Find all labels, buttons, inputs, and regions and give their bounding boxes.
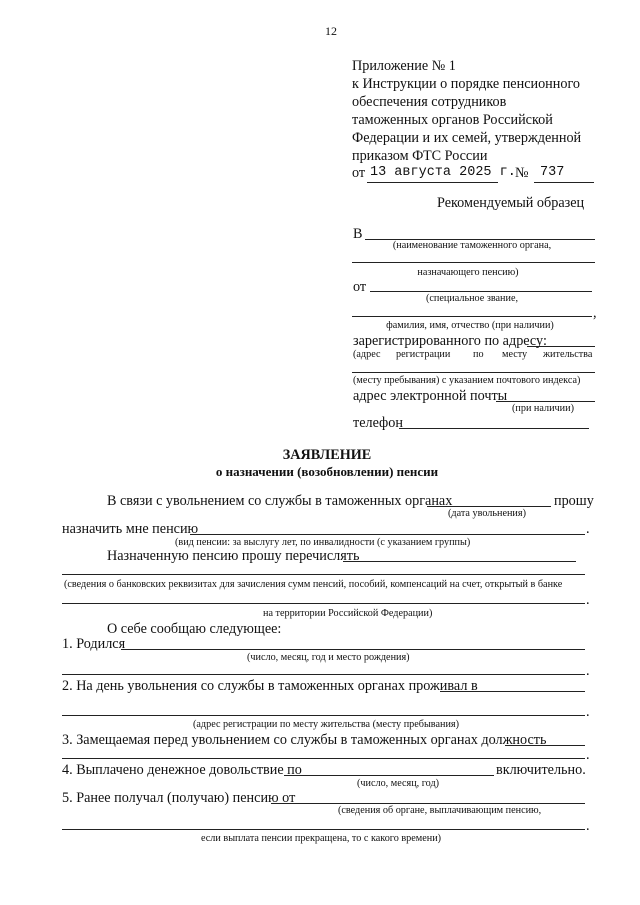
hint-name: фамилия, имя, отчество (при наличии) — [386, 320, 554, 331]
residence-line-2 — [62, 715, 585, 716]
bank-line-2 — [62, 603, 585, 604]
hint-dismissal: (дата увольнения) — [448, 508, 526, 519]
birth-line — [121, 649, 585, 650]
hint-birth: (число, месяц, год и место рождения) — [247, 652, 410, 663]
item4-end: включительно. — [496, 762, 586, 778]
about-self: О себе сообщаю следующее: — [107, 621, 282, 637]
hint-stop: если выплата пенсии прекращена, то с какого времени) — [201, 833, 442, 844]
from-prefix: от — [353, 279, 367, 295]
hint-organ: (сведения об органе, выплачивающим пенсию, — [338, 805, 542, 816]
registered-label: зарегистрированного по адресу: — [353, 333, 547, 349]
transfer-line — [343, 561, 576, 562]
phone-label: телефон — [353, 415, 403, 431]
birth-line-2 — [62, 674, 585, 675]
hint-bank: (сведения о банковских реквизитах для зачисления сумм пенсий, пособий, компенсаций на счет, открытый в банке — [64, 579, 563, 590]
hint-addr-2: регистрации — [396, 349, 451, 360]
hint-addr-5: жительства — [543, 349, 593, 360]
document-title: ЗАЯВЛЕНИЕ — [282, 447, 372, 463]
page-number: 12 — [325, 24, 337, 38]
name-comma: , — [593, 305, 597, 321]
p2-dot: . — [586, 592, 590, 608]
position-line-2 — [62, 758, 585, 759]
item-3: 3. Замещаемая перед увольнением со службы в таможенных органах должность — [62, 732, 547, 748]
hint-addr-line-2: (месту пребывания) с указанием почтового индекса) — [353, 375, 581, 386]
appendix-title: Приложение № 1 — [352, 58, 456, 74]
rank-line — [370, 291, 592, 292]
hint-addr-3: по — [473, 349, 484, 360]
hint-bank-2: на территории Российской Федерации) — [263, 608, 433, 619]
appendix-line-1: к Инструкции о порядке пенсионного — [352, 76, 581, 92]
appendix-line-2: обеспечения сотрудников — [352, 94, 507, 110]
item-2: 2. На день увольнения со службы в таможенных органах проживал в — [62, 678, 478, 694]
pension-type-line — [190, 534, 585, 535]
registered-line — [527, 346, 595, 347]
hint-authority: (наименование таможенного органа, — [392, 240, 552, 251]
email-label: адрес электронной почты — [353, 388, 508, 404]
pension-organ-line-2 — [62, 829, 585, 830]
position-line — [505, 745, 585, 746]
number-underline — [534, 182, 594, 183]
item-1: 1. Родился — [62, 636, 126, 652]
p1-line2: назначить мне пенсию — [62, 521, 199, 537]
date-underline — [367, 182, 498, 183]
residence-line — [440, 691, 585, 692]
p1-start: В связи с увольнением со службы в таможенных органах — [107, 493, 453, 509]
order-number: 737 — [540, 165, 565, 180]
hint-date: (число, месяц, год) — [357, 778, 440, 789]
name-line — [352, 316, 592, 317]
hint-rank: (специальное звание, — [425, 293, 519, 304]
email-line — [496, 401, 595, 402]
hint-addr-1: (адрес — [353, 349, 381, 360]
appendix-line-5: приказом ФТС России — [352, 148, 488, 164]
to-prefix: В — [353, 226, 363, 242]
p2-transfer: Назначенную пенсию прошу перечислять — [107, 548, 360, 564]
allowance-date-line — [284, 775, 494, 776]
phone-line — [399, 428, 589, 429]
bank-line — [62, 574, 585, 575]
document-subtitle: о назначении (возобновлении) пенсии — [215, 464, 439, 479]
hint-email: (при наличии) — [512, 403, 574, 414]
date-prefix: от — [352, 165, 366, 181]
p1-dot: . — [586, 521, 590, 537]
item1-dot: . — [586, 663, 590, 679]
item5-dot: . — [586, 818, 590, 834]
p1-end: прошу — [554, 493, 594, 509]
dismissal-date-line — [427, 506, 551, 507]
hint-address: (адрес регистрации по месту жительства (месту пребывания) — [193, 719, 459, 730]
item-4: 4. Выплачено денежное довольствие по — [62, 762, 302, 778]
hint-pension-type: (вид пенсии: за выслугу лет, по инвалидности (с указанием группы) — [175, 537, 471, 548]
item3-dot: . — [586, 747, 590, 763]
appendix-line-4: Федерации и их семей, утвержденной — [352, 130, 582, 146]
pension-organ-line — [271, 803, 585, 804]
address-line — [352, 372, 595, 373]
item-5: 5. Ранее получал (получаю) пенсию от — [62, 790, 296, 806]
item2-dot: . — [586, 704, 590, 720]
order-date: 13 августа 2025 г. — [370, 165, 516, 180]
hint-authority-2: назначающего пенсию) — [417, 267, 519, 278]
hint-addr-4: месту — [502, 349, 528, 360]
number-prefix: № — [515, 165, 529, 181]
authority-line-2 — [352, 262, 595, 263]
appendix-line-3: таможенных органов Российской — [352, 112, 553, 128]
recommended-sample: Рекомендуемый образец — [437, 195, 585, 211]
